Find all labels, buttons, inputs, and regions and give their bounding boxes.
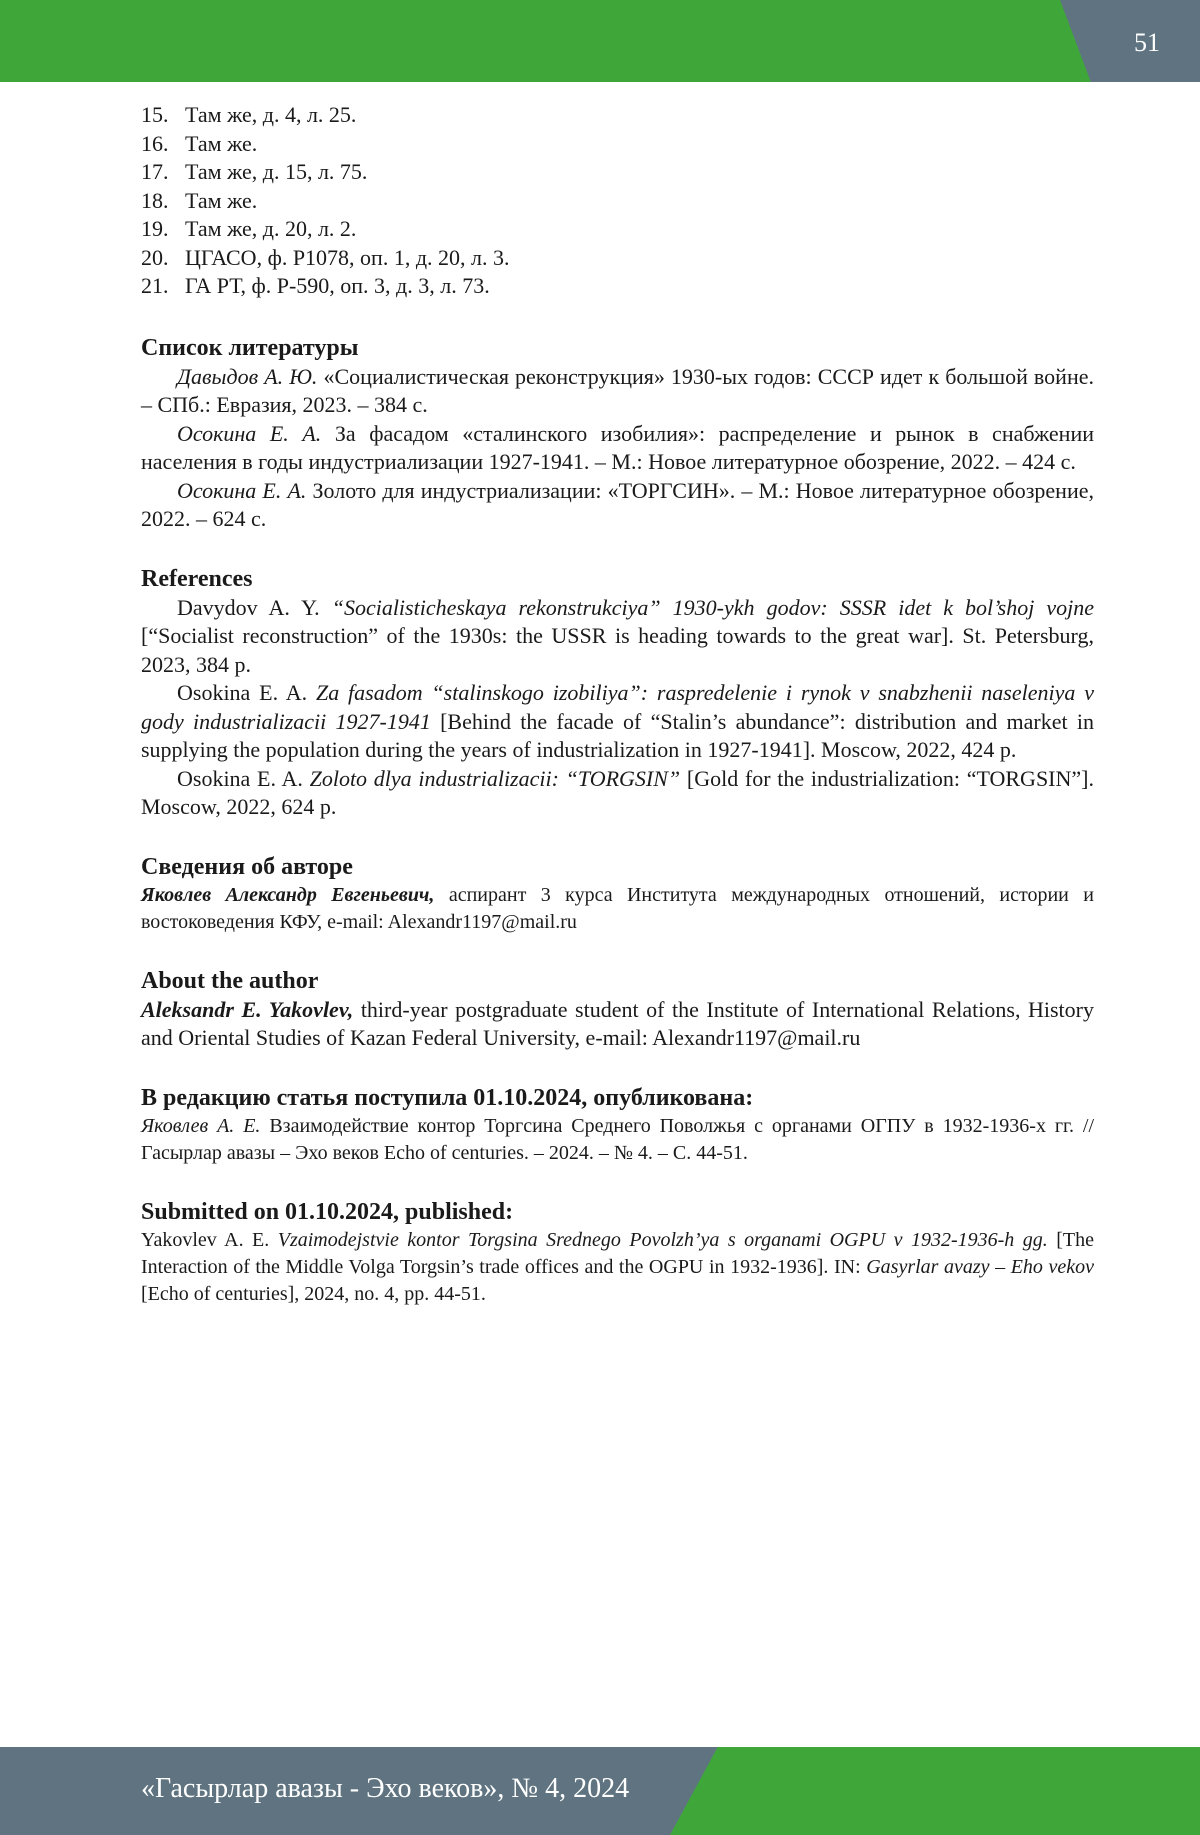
submitted-en-journal: Gasyrlar avazy – Eho vekov <box>866 1255 1094 1278</box>
literature-item <box>141 420 1094 477</box>
submitted-en-middle: [The Interaction of the Middle Volga Torgsin’s trade offices and the OGPU in 1932-1936]. IN: <box>141 1228 1094 1278</box>
author-en-heading: About the author <box>141 967 319 994</box>
endnote-text: Там же, д. 4, л. 25. <box>185 102 357 127</box>
footer-bar <box>0 1747 1200 1835</box>
author-ru-name: Яковлев Александр Евгеньевич, <box>141 883 435 906</box>
literature-item <box>141 477 1094 534</box>
reference-text: [Behind the facade of “Stalin’s abundance”: distribution and market in supplying the population during the years of industrialization in 1927-1941]. Moscow, 2022, 424 p. <box>141 708 1094 762</box>
endnote-number: 21. <box>141 273 169 298</box>
endnote-number: 20. <box>141 244 169 270</box>
author-ru-heading: Сведения об авторе <box>141 853 353 880</box>
literature-heading: Список литературы <box>141 334 359 361</box>
literature-text: Золото для индустриализации: «ТОРГСИН». – М.: Новое литературное обозрение, 2022. – 624 с. <box>141 477 1094 531</box>
author-ru-info <box>141 882 1094 936</box>
references-heading: References <box>141 565 253 592</box>
submitted-en-citation <box>141 1227 1094 1308</box>
endnote-number: 17. <box>141 159 169 184</box>
endnote-text: Там же, д. 20, л. 2. <box>185 216 357 241</box>
author-en-name: Aleksandr E. Yakovlev, <box>141 996 354 1022</box>
page-number-tab <box>1060 0 1200 82</box>
journal-title: «Гасырлар авазы - Эхо веков», № 4, 2024 <box>141 1773 630 1804</box>
endnote-text: ГА РТ, ф. Р-590, оп. 3, д. 3, л. 73. <box>185 273 490 298</box>
reference-author: Davydov A. Y. <box>177 594 332 620</box>
endnote-number: 19. <box>141 216 169 241</box>
reference-item <box>141 679 1094 765</box>
submitted-ru-citation <box>141 1113 1094 1167</box>
literature-author: Осокина Е. А. <box>177 420 322 446</box>
endnote-item <box>141 130 1094 159</box>
submitted-en-end: [Echo of centuries], 2024, no. 4, pp. 44-51. <box>141 1282 486 1305</box>
endnote-number: 16. <box>141 130 169 156</box>
submitted-en-section <box>141 1197 1094 1308</box>
literature-text: «Социалистическая реконструкция» 1930-ых годов: СССР идет к большой войне. – СПб.: Евразия, 2023. – 384 с. <box>141 363 1094 417</box>
endnote-number: 15. <box>141 102 169 127</box>
reference-author: Osokina E. A. <box>177 765 310 791</box>
submitted-en-title: Vzaimodejstvie kontor Torgsina Srednego Povolzh’ya s organami OGPU v 1932-1936-h gg. <box>277 1228 1048 1251</box>
submitted-ru-heading: В редакцию статья поступила 01.10.2024, опубликована: <box>141 1084 754 1111</box>
author-en-info <box>141 996 1094 1053</box>
literature-section <box>141 333 1094 534</box>
endnote-text: Там же, д. 15, л. 75. <box>185 159 368 184</box>
endnote-item <box>141 272 1094 301</box>
reference-title: Za fasadom “stalinskogo izobiliya”: raspredelenie i rynok v snabzhenii naseleniya v gody industrializacii 1927-1941 <box>141 680 1094 734</box>
author-en-text: third-year postgraduate student of the Institute of International Relations, History and Oriental Studies of Kazan Federal University, e-mail: Alexandr1197@mail.ru <box>141 996 1094 1050</box>
author-ru-section <box>141 852 1094 936</box>
endnote-text: Там же. <box>185 187 258 213</box>
reference-title: Zoloto dlya industrializacii: “TORGSIN” <box>309 765 681 791</box>
reference-item <box>141 765 1094 822</box>
endnote-item <box>141 215 1094 244</box>
submitted-ru-text: Взаимодействие контор Торгсина Среднего Поволжья с органами ОГПУ в 1932-1936-х гг. // Гасырлар авазы – Эхо веков Echo of centuries. – 2024. – № 4. – С. 44-51. <box>141 1114 1094 1164</box>
submitted-en-author: Yakovlev A. E. <box>141 1228 278 1251</box>
endnote-text: ЦГАСО, ф. Р1078, оп. 1, д. 20, л. 3. <box>185 244 510 270</box>
endnotes-list <box>141 101 1094 301</box>
literature-text: За фасадом «сталинского изобилия»: распределение и рынок в снабжении населения в годы индустриализации 1927-1941. – М.: Новое литературное обозрение, 2022. – 424 с. <box>141 420 1095 474</box>
reference-title: “Socialisticheskaya rekonstrukciya” 1930-ykh godov: SSSR idet k bol’shoj vojne <box>331 594 1095 620</box>
author-en-section <box>141 966 1094 1053</box>
endnote-number: 18. <box>141 187 169 213</box>
header-bar <box>0 0 1200 82</box>
submitted-ru-section <box>141 1083 1094 1167</box>
reference-author: Osokina E. A. <box>177 680 316 705</box>
literature-author: Осокина Е. А. <box>177 477 307 503</box>
reference-text: [“Socialist reconstruction” of the 1930s: the USSR is heading towards to the great war]. St. Petersburg, 2023, 384 p. <box>141 623 1094 677</box>
endnote-item <box>141 244 1094 273</box>
endnote-item <box>141 101 1094 130</box>
literature-item <box>141 363 1094 420</box>
endnote-item <box>141 187 1094 216</box>
references-section <box>141 564 1094 822</box>
literature-author: Давыдов А. Ю. <box>177 363 318 389</box>
author-ru-text: аспирант 3 курса Института международных отношений, истории и востоковедения КФУ, e-mail: Alexandr1197@mail.ru <box>141 883 1094 933</box>
reference-text: [Gold for the industrialization: “TORGSIN”]. Moscow, 2022, 624 p. <box>141 765 1094 819</box>
page-number: 51 <box>1134 28 1160 57</box>
footer-accent <box>670 1747 1200 1835</box>
submitted-en-heading: Submitted on 01.10.2024, published: <box>141 1198 514 1225</box>
reference-item <box>141 594 1094 680</box>
submitted-ru-author: Яковлев А. Е. <box>141 1114 261 1137</box>
page-content <box>141 101 1094 1308</box>
endnote-text: Там же. <box>185 130 258 156</box>
endnote-item <box>141 158 1094 187</box>
